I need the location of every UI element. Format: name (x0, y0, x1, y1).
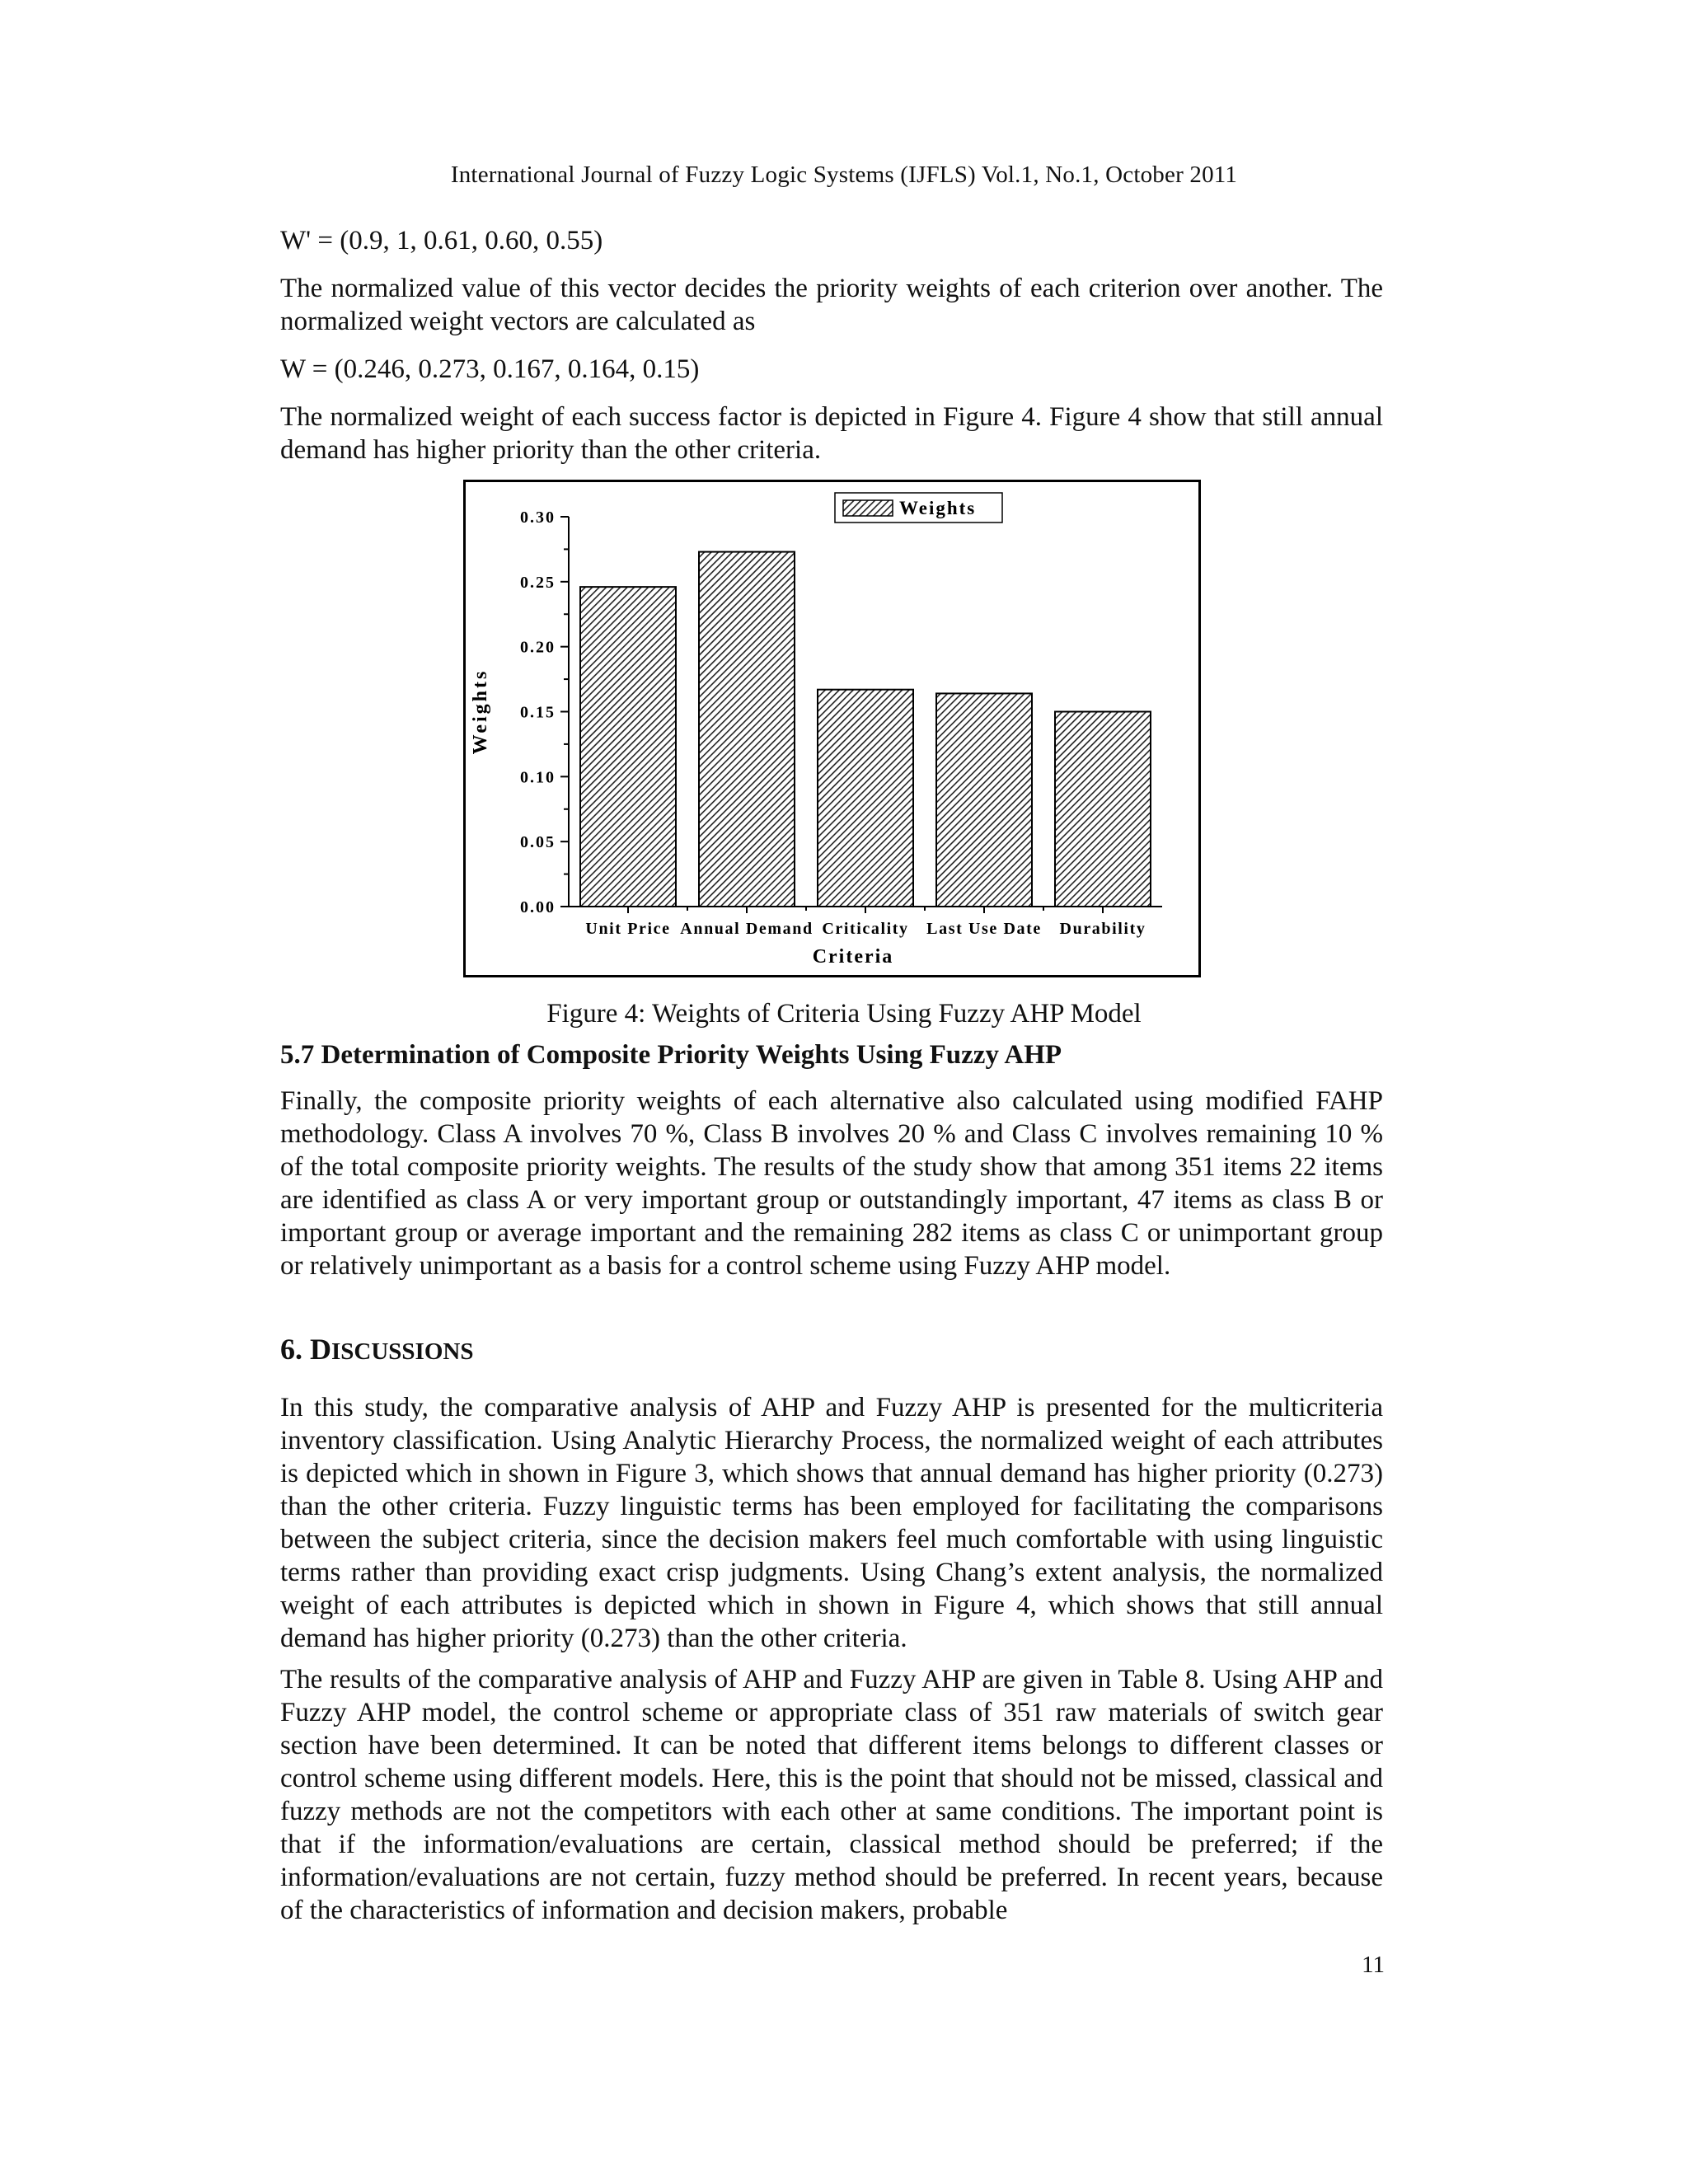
equation-text: W = (0.246, 0.273, 0.167, 0.164, 0.15) (280, 354, 700, 384)
x-tick-label: Last Use Date (926, 920, 1042, 938)
bar-criticality (818, 690, 913, 907)
paragraph-composite (280, 1085, 1383, 1282)
paragraph-text: In this study, the comparative analysis of AHP and Fuzzy AHP is presented for the multicriteria inventory classification. Using Analytic Hierarchy Process, the normalized weight of each attributes is depicted which in shown in Figure 3, which shows that annual demand has higher priority (0.273) than the other criteria. Fuzzy linguistic terms has been employed for facilitating the comparisons between the subject criteria, since the decision makers feel much comfortable with using linguistic terms rather than providing exact crisp judgments. Using Chang’s extent analysis, the normalized weight of each attributes is depicted which in shown in Figure 4, which shows that still annual demand has higher priority (0.273) than the other criteria. (280, 1393, 1383, 1653)
y-tick-label: 0.20 (520, 638, 556, 657)
paragraph-discussion-2 (280, 1663, 1383, 1927)
y-tick-label: 0.25 (520, 573, 556, 592)
figure-4-chart (463, 480, 1201, 977)
paragraph-text: Finally, the composite priority weights of each alternative also calculated using modified FAHP methodology. Class A involves 70 %, Class B involves 20 % and Class C involves remaining 10 % of the total composite priority weights. The results of the study show that among 351 items 22 items are identified as class A or very important group or outstandingly important, 47 items as class B or important group or average important and the remaining 282 items as class C or unimportant group or relatively unimportant as a basis for a control scheme using Fuzzy AHP model. (280, 1086, 1383, 1281)
equation-w-prime (280, 224, 1383, 257)
paragraph-text: The normalized weight of each success factor is depicted in Figure 4. Figure 4 show that still annual demand has higher priority than the other criteria. (280, 402, 1383, 465)
y-axis-title: Weights (470, 668, 491, 755)
figure-caption: Figure 4: Weights of Criteria Using Fuzzy AHP Model (546, 999, 1142, 1029)
equation-text: W' = (0.9, 1, 0.61, 0.60, 0.55) (280, 226, 603, 255)
section-number: 6. D (280, 1333, 331, 1366)
equation-w (280, 353, 1383, 386)
paragraph-text: The results of the comparative analysis of AHP and Fuzzy AHP are given in Table 8. Using AHP and Fuzzy AHP model, the control scheme or appropriate class of 351 raw materials of switch gear section have been determined. It can be noted that different items belongs to different classes or control scheme using different models. Here, this is the point that should not be missed, classical and fuzzy methods are not the competitors with each other at same conditions. The important point is that if the information/evaluations are certain, classical method should be preferred; if the information/evaluations are not certain, fuzzy method should be preferred. In recent years, because of the characteristics of information and decision makers, probable (280, 1665, 1383, 1925)
y-tick-label: 0.15 (520, 703, 556, 722)
legend-label: Weights (899, 498, 977, 518)
running-header: International Journal of Fuzzy Logic Systems (IJFLS) Vol.1, No.1, October 2011 (450, 162, 1238, 188)
bar-chart (466, 482, 1198, 975)
paragraph-normalized (280, 272, 1383, 338)
y-tick-label: 0.05 (520, 833, 556, 852)
paragraph-figure-ref (280, 401, 1383, 466)
x-tick-label: Annual Demand (680, 920, 814, 938)
x-tick-label: Durability (1059, 920, 1146, 938)
x-tick-label: Unit Price (585, 920, 671, 938)
x-axis-title: Criteria (812, 946, 894, 968)
section-5-7 (280, 1038, 1383, 1071)
section-title: 5.7 Determination of Composite Priority Weights Using Fuzzy AHP (280, 1040, 1062, 1070)
y-tick-label: 0.10 (520, 768, 556, 787)
section-6-heading (280, 1331, 1383, 1370)
legend-swatch (843, 500, 893, 516)
page-number: 11 (1362, 1952, 1385, 1978)
y-tick-label: 0.00 (520, 898, 556, 916)
bar-last-use-date (936, 693, 1032, 907)
section-title (280, 1331, 1383, 1370)
bar-unit-price (580, 587, 676, 907)
section-title-rest: ISCUSSIONS (331, 1338, 474, 1365)
x-tick-label: Criticality (822, 920, 909, 938)
paragraph-discussion-1 (280, 1391, 1383, 1655)
y-tick-label: 0.30 (520, 509, 556, 527)
bar-annual-demand (699, 552, 795, 907)
paragraph-text: The normalized value of this vector decides the priority weights of each criterion over another. The normalized weight vectors are calculated as (280, 274, 1383, 336)
bar-durability (1055, 712, 1151, 907)
